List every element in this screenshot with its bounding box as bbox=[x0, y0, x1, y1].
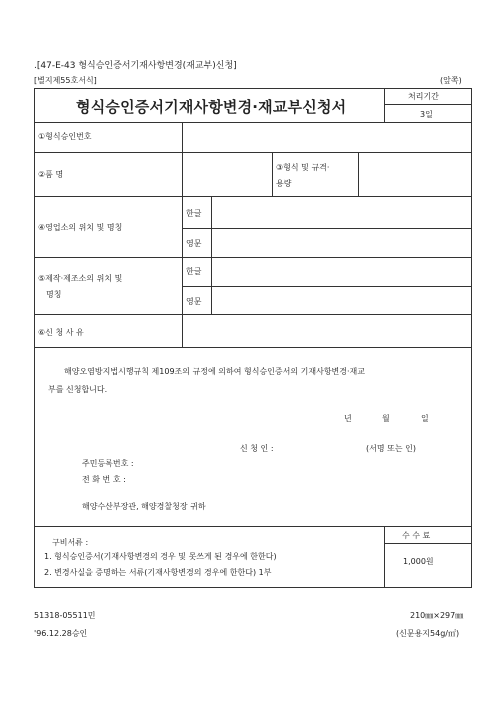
field-factory-label: ⑤제작·제조소의 위치 및 bbox=[38, 274, 123, 283]
factory-english-label: 영문 bbox=[186, 297, 202, 306]
office-korean-label: 한글 bbox=[186, 209, 202, 218]
date-day-label: 일 bbox=[421, 414, 429, 423]
applicant-label: 신 청 인 : bbox=[240, 444, 274, 453]
field-approval-number-label: ①형식승인번호 bbox=[38, 132, 92, 141]
resident-number-label: 주민등록번호 : bbox=[82, 459, 134, 468]
office-english-label: 영문 bbox=[186, 239, 202, 248]
factory-korean-label: 한글 bbox=[186, 267, 202, 276]
footer-code: 51318-05511민 bbox=[34, 611, 96, 620]
processing-period-label: 처리기간 bbox=[408, 92, 439, 101]
documents-item-2: 2. 변경사실을 증명하는 서류(기재사항변경의 경우에 한한다) 1부 bbox=[44, 568, 272, 577]
side-label: (앞쪽) bbox=[440, 76, 462, 85]
statement-line-2: 부를 신청합니다. bbox=[48, 385, 108, 394]
footer-approval: '96.12.28승인 bbox=[34, 629, 88, 638]
statement-line-1: 해양오염방지법시행규칙 제109조의 규정에 의하여 형식승인증서의 기재사항변경·재교 bbox=[64, 367, 366, 376]
footer-paper-type: (신문용지54g/㎡) bbox=[396, 629, 460, 638]
phone-number-label: 전 화 번 호 : bbox=[82, 475, 126, 484]
signature-note: (서명 또는 인) bbox=[366, 444, 416, 453]
form-title: 형식승인증서기재사항변경·재교부신청서 bbox=[76, 98, 347, 116]
field-model-spec-label-cont: 용량 bbox=[276, 179, 292, 188]
fee-value: 1,000원 bbox=[403, 557, 434, 566]
field-office-label: ④영업소의 위치 및 명칭 bbox=[38, 223, 123, 232]
fee-label: 수 수 료 bbox=[402, 531, 431, 540]
footer-paper-size: 210㎜×297㎜ bbox=[410, 611, 464, 620]
recipient-label: 해양수산부장관, 해양경찰청장 귀하 bbox=[82, 502, 206, 511]
date-month-label: 월 bbox=[382, 414, 390, 423]
processing-period-value: 3일 bbox=[420, 110, 433, 119]
documents-item-1: 1. 형식승인증서(기재사항변경의 경우 및 못쓰게 된 경우에 한한다) bbox=[44, 552, 277, 561]
attachment-label: [별지제55호서식] bbox=[34, 76, 97, 85]
field-factory-label-cont: 명칭 bbox=[46, 290, 62, 299]
form-code: .[47-E-43 형식승인증서기재사항변경(재교부)신청] bbox=[34, 61, 237, 71]
field-model-spec-label: ③형식 및 규격· bbox=[276, 163, 330, 172]
date-year-label: 년 bbox=[344, 414, 352, 423]
field-product-name-label: ②품 명 bbox=[38, 170, 64, 179]
documents-heading: 구비서류 : bbox=[52, 538, 89, 547]
field-reason-label: ⑥신 청 사 유 bbox=[38, 328, 84, 337]
